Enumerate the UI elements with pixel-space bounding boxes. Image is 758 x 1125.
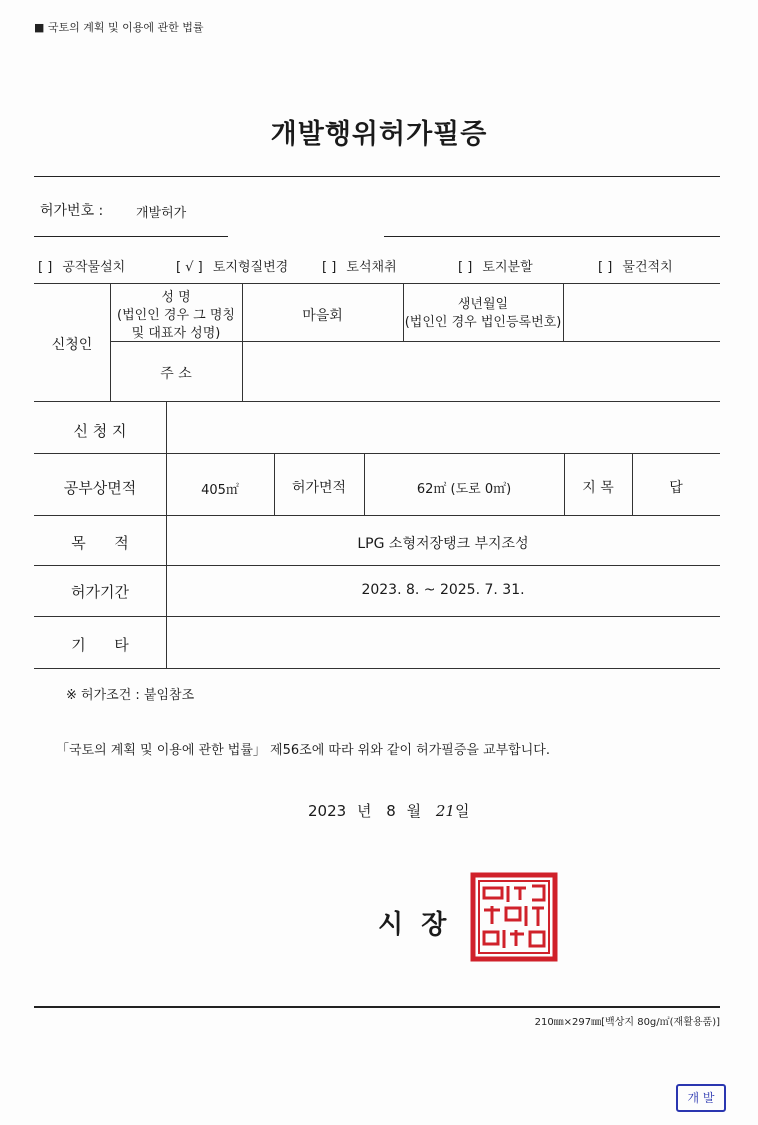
area-bottom-border — [34, 515, 720, 516]
birth-label — [403, 296, 563, 332]
date-year: 2023 — [308, 802, 347, 820]
applicant-bottom-border — [34, 401, 720, 402]
issuance-statement: 「국토의 계획 및 이용에 관한 법률」 제56조에 따라 위와 같이 허가필증을 교부합니다. — [56, 743, 550, 758]
footer-divider — [34, 1006, 720, 1008]
permit-number-label: 허가번호 : — [40, 203, 104, 219]
period-bottom-border — [34, 616, 720, 617]
address-label: 주 소 — [160, 366, 192, 382]
checkbox-item-1 — [38, 256, 125, 275]
checkbox-label: 물건적치 — [622, 260, 673, 275]
permit-conditions: ※ 허가조건 : 붙임참조 — [66, 688, 195, 703]
checkbox-item-4 — [458, 256, 533, 275]
date-day-unit: 일 — [454, 802, 470, 820]
permit-number-value: 개발허가 — [136, 206, 187, 221]
name-label-line-1: 성 명 — [161, 290, 191, 305]
date-day: 21 — [435, 802, 455, 820]
checkbox-mark: [ √ ] — [176, 260, 203, 275]
name-label-line-3: 및 대표자 성명) — [131, 326, 221, 341]
site-label: 신 청 지 — [73, 422, 127, 440]
law-header: ■ 국토의 계획 및 이용에 관한 법률 — [34, 21, 204, 34]
issue-date — [308, 800, 469, 821]
checkbox-mark: [ ] — [458, 260, 473, 275]
table-top-border — [34, 283, 720, 284]
land-category-label: 지 목 — [582, 480, 614, 496]
paper-spec: 210㎜×297㎜[백상지 80g/㎡(재활용품)] — [534, 1017, 720, 1028]
checkbox-mark: [ ] — [322, 260, 337, 275]
period-label: 허가기간 — [71, 583, 129, 601]
date-month: 8 — [386, 802, 396, 820]
checkbox-label: 토석채취 — [346, 260, 397, 275]
checkbox-label: 토지형질변경 — [212, 260, 289, 275]
site-bottom-border — [34, 453, 720, 454]
checkbox-item-5 — [598, 256, 673, 275]
name-label — [110, 289, 242, 343]
purpose-bottom-border — [34, 565, 720, 566]
date-year-unit: 년 — [356, 802, 372, 820]
checkbox-mark: [ ] — [38, 260, 53, 275]
checkbox-item-2 — [176, 256, 288, 275]
name-label-line-2: (법인인 경우 그 명칭 — [117, 308, 235, 323]
birth-label-line-2: (법인인 경우 법인등록번호) — [404, 315, 562, 330]
name-value: 마을회 — [302, 308, 343, 324]
department-stamp — [676, 1084, 726, 1112]
title-divider — [34, 176, 720, 177]
birth-label-divider — [563, 283, 564, 341]
official-seal-icon — [470, 872, 558, 962]
permit-area-label: 허가면적 — [291, 480, 347, 496]
purpose-label: 목 적 — [71, 534, 129, 552]
checkbox-mark: [ ] — [598, 260, 613, 275]
issuer-title: 시 장 — [378, 910, 447, 940]
department-stamp-text: 개 발 — [687, 1091, 715, 1105]
permit-area-value: 62㎡ (도로 0㎡) — [416, 482, 512, 497]
etc-label: 기 타 — [71, 636, 129, 654]
applicant-group-label: 신청인 — [51, 337, 93, 353]
document-title: 개발행위허가필증 — [270, 119, 488, 150]
period-value: 2023. 8. ~ 2025. 7. 31. — [361, 582, 525, 598]
birth-label-line-1: 생년월일 — [457, 297, 509, 312]
permit-number-underline-left — [34, 236, 228, 237]
checkbox-label: 공작물설치 — [62, 260, 126, 275]
area-value: 405㎡ — [201, 483, 239, 498]
date-month-unit: 월 — [406, 802, 422, 820]
land-category-value: 답 — [669, 480, 683, 496]
name-label-divider — [242, 283, 243, 401]
checkbox-item-3 — [322, 256, 397, 275]
table-bottom-border — [34, 668, 720, 669]
checkbox-label: 토지분할 — [482, 260, 533, 275]
purpose-value: LPG 소형저장탱크 부지조성 — [357, 536, 529, 552]
area-label: 공부상면적 — [63, 479, 137, 497]
permit-number-underline-right — [384, 236, 720, 237]
